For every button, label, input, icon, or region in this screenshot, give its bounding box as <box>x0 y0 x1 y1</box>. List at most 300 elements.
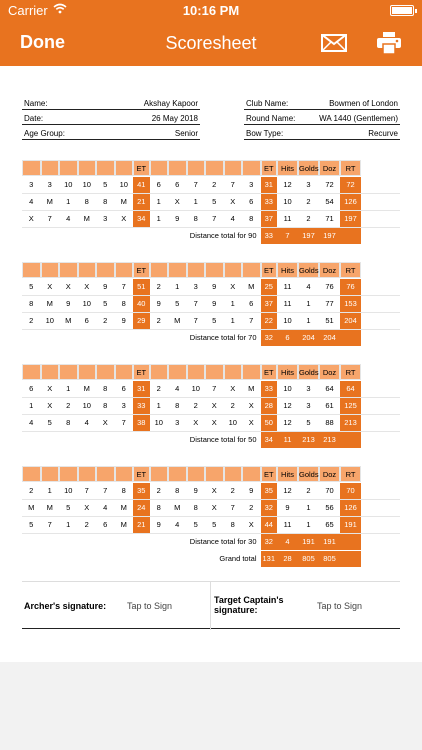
header-et: ET <box>261 364 278 380</box>
arrow-score-cell[interactable]: 7 <box>121 418 126 427</box>
arrow-score-cell[interactable]: 7 <box>103 486 108 495</box>
arrow-score-cell[interactable]: 1 <box>175 282 180 291</box>
header-rt: RT <box>340 262 361 278</box>
arrow-score-cell[interactable]: M <box>120 520 127 529</box>
distance-total-hits: 7 <box>277 228 298 244</box>
name-row <box>22 97 200 110</box>
end-total-cell: 29 <box>133 313 150 329</box>
arrow-score-cell[interactable]: 7 <box>47 214 52 223</box>
arrow-score-cell[interactable]: X <box>248 418 254 427</box>
header-cell <box>41 262 60 278</box>
arrow-score-cell[interactable]: X <box>65 282 71 291</box>
arrow-score-cell[interactable]: 10 <box>64 180 73 189</box>
arrow-score-cell[interactable]: 5 <box>175 299 180 308</box>
rt-cell: 197 <box>340 211 361 227</box>
header-cell <box>224 364 243 380</box>
header-cell <box>224 160 243 176</box>
rt-cell: 126 <box>340 500 361 516</box>
header-cell <box>242 466 261 482</box>
club-value: Bowmen of London <box>329 99 398 108</box>
arrow-score-cell[interactable]: 10 <box>82 401 91 410</box>
arrow-score-cell[interactable]: 7 <box>249 316 254 325</box>
distance-total-et: 33 <box>261 228 278 244</box>
nav-bar <box>0 20 422 66</box>
distance-total-label: Distance total for 50 <box>189 435 257 444</box>
arrow-score-cell[interactable]: 2 <box>84 520 89 529</box>
archer-sign-button[interactable]: Tap to Sign <box>127 601 173 611</box>
arrow-score-cell[interactable]: 5 <box>29 282 34 291</box>
hits-cell: 12 <box>283 401 292 410</box>
distance-total-et: 32 <box>261 330 278 346</box>
end-total-cell: 21 <box>133 194 150 210</box>
header-cell <box>242 160 261 176</box>
arrow-score-cell[interactable]: 5 <box>29 520 34 529</box>
arrow-score-cell[interactable]: M <box>46 503 53 512</box>
header-cell <box>41 466 60 482</box>
grand-total-et: 131 <box>261 551 278 567</box>
arrow-score-cell[interactable]: 2 <box>156 486 161 495</box>
end-total-cell: 35 <box>261 483 278 499</box>
end-total-cell: 28 <box>261 398 278 414</box>
carrier-label: Carrier <box>8 3 48 18</box>
doz-cell: 61 <box>325 401 334 410</box>
header-cell <box>78 160 97 176</box>
arrow-score-cell[interactable]: 3 <box>175 418 180 427</box>
arrow-score-cell[interactable]: 3 <box>29 180 34 189</box>
grand-total-label: Grand total <box>219 554 257 563</box>
header-cell <box>78 466 97 482</box>
arrow-score-cell[interactable]: 10 <box>82 180 91 189</box>
arrow-score-cell[interactable]: 7 <box>230 180 235 189</box>
arrow-score-cell[interactable]: 1 <box>66 520 71 529</box>
hits-cell: 11 <box>283 282 292 291</box>
arrow-score-cell[interactable]: 2 <box>103 316 108 325</box>
distance-total-doz: 191 <box>319 534 340 550</box>
arrow-score-cell[interactable]: 2 <box>249 503 254 512</box>
distance-total-hits: 6 <box>277 330 298 346</box>
arrow-score-cell[interactable]: 2 <box>66 401 71 410</box>
header-cell <box>187 160 206 176</box>
end-total-cell: 50 <box>261 415 278 431</box>
arrow-score-cell[interactable]: 7 <box>212 384 217 393</box>
doz-cell: 70 <box>325 486 334 495</box>
header-cell <box>115 466 134 482</box>
arrow-score-cell[interactable]: 7 <box>193 299 198 308</box>
doz-cell: 71 <box>325 214 334 223</box>
distance-total-doz: 204 <box>319 330 340 346</box>
doz-cell: 76 <box>325 282 334 291</box>
header-cell <box>115 364 134 380</box>
age-value: Senior <box>174 129 198 138</box>
arrow-score-cell[interactable]: 10 <box>45 316 54 325</box>
hits-cell: 12 <box>283 486 292 495</box>
distance-total-golds: 197 <box>298 228 319 244</box>
arrow-score-cell[interactable]: 5 <box>47 418 52 427</box>
mail-icon[interactable] <box>321 34 347 52</box>
arrow-score-cell[interactable]: 7 <box>84 486 89 495</box>
header-cell <box>22 466 41 482</box>
age-row <box>22 127 200 140</box>
distance-total-label: Distance total for 90 <box>189 231 257 240</box>
arrow-score-cell[interactable]: 8 <box>249 214 254 223</box>
round-label: Round Name: <box>246 114 296 123</box>
header-cell <box>41 364 60 380</box>
distance-total-et: 34 <box>261 432 278 448</box>
distance-total-rt <box>340 228 361 244</box>
arrow-score-cell[interactable]: 1 <box>156 401 161 410</box>
distance-total-doz: 197 <box>319 228 340 244</box>
arrow-score-cell[interactable]: 10 <box>119 180 128 189</box>
golds-cell: 3 <box>306 401 311 410</box>
end-total-cell: 35 <box>133 483 150 499</box>
arrow-score-cell[interactable]: 8 <box>156 503 161 512</box>
golds-cell: 3 <box>306 180 311 189</box>
rt-cell: 72 <box>340 177 361 193</box>
grand-total-rt <box>340 551 361 567</box>
signature-divider <box>210 582 211 630</box>
arrow-score-cell[interactable]: 1 <box>193 197 198 206</box>
header-cell <box>115 262 134 278</box>
arrow-score-cell[interactable]: 1 <box>156 197 161 206</box>
arrow-score-cell[interactable]: 7 <box>212 214 217 223</box>
round-value: WA 1440 (Gentlemen) <box>319 114 398 123</box>
page-title: Scoresheet <box>165 33 257 53</box>
header-cell <box>150 160 169 176</box>
battery-icon <box>390 5 414 16</box>
arrow-score-cell[interactable]: M <box>65 316 72 325</box>
arrow-score-cell[interactable]: X <box>248 401 254 410</box>
arrow-score-cell[interactable]: 9 <box>121 316 126 325</box>
arrow-score-cell[interactable]: X <box>47 384 53 393</box>
header-cell <box>205 160 224 176</box>
arrow-score-cell[interactable]: 2 <box>230 401 235 410</box>
arrow-score-cell[interactable]: X <box>230 384 236 393</box>
arrow-score-cell[interactable]: 9 <box>212 299 217 308</box>
header-cell <box>22 364 41 380</box>
header-cell <box>96 160 115 176</box>
arrow-score-cell[interactable]: 8 <box>121 486 126 495</box>
header-cell <box>224 262 243 278</box>
arrow-score-cell[interactable]: M <box>83 384 90 393</box>
header-cell <box>59 262 78 278</box>
arrow-score-cell[interactable]: 8 <box>103 401 108 410</box>
hits-cell: 10 <box>283 197 292 206</box>
arrow-score-cell[interactable]: 6 <box>249 197 254 206</box>
arrow-score-cell[interactable]: M <box>248 384 255 393</box>
header-cell <box>150 466 169 482</box>
header-cell <box>78 364 97 380</box>
header-rt: RT <box>340 160 361 176</box>
arrow-score-cell[interactable]: M <box>46 299 53 308</box>
header-cell <box>242 364 261 380</box>
header-et: ET <box>133 160 150 176</box>
header-hits: Hits <box>277 364 298 380</box>
doz-cell: 54 <box>325 197 334 206</box>
arrow-score-cell[interactable]: 7 <box>193 180 198 189</box>
done-button[interactable]: Done <box>20 32 65 52</box>
arrow-score-cell[interactable]: 3 <box>193 282 198 291</box>
bow-label: Bow Type: <box>246 129 284 138</box>
end-total-cell: 24 <box>133 500 150 516</box>
arrow-score-cell[interactable]: M <box>174 503 181 512</box>
arrow-score-cell[interactable]: 4 <box>230 214 235 223</box>
arrow-score-cell[interactable]: 3 <box>47 180 52 189</box>
arrow-score-cell[interactable]: X <box>84 282 90 291</box>
arrow-score-cell[interactable]: 7 <box>121 282 126 291</box>
arrow-score-cell[interactable]: 2 <box>156 384 161 393</box>
arrow-score-cell[interactable]: M <box>28 503 35 512</box>
header-cell <box>150 262 169 278</box>
arrow-score-cell[interactable]: 7 <box>230 503 235 512</box>
arrow-score-cell[interactable]: 4 <box>66 214 71 223</box>
doz-cell: 56 <box>325 503 334 512</box>
arrow-score-cell[interactable]: X <box>84 503 90 512</box>
arrow-score-cell[interactable]: 1 <box>230 316 235 325</box>
arrow-score-cell[interactable]: 5 <box>66 503 71 512</box>
arrow-score-cell[interactable]: 6 <box>84 316 89 325</box>
arrow-score-cell[interactable]: 1 <box>66 197 71 206</box>
captain-signature-label: Target Captain's signature: <box>214 595 284 615</box>
end-total-cell: 22 <box>261 313 278 329</box>
hits-cell: 11 <box>283 214 292 223</box>
arrow-score-cell[interactable]: 9 <box>193 486 198 495</box>
arrow-score-cell[interactable]: 3 <box>121 401 126 410</box>
end-total-cell: 40 <box>133 296 150 312</box>
end-total-cell: 34 <box>133 211 150 227</box>
distance-total-golds: 191 <box>298 534 319 550</box>
arrow-score-cell[interactable]: X <box>102 418 108 427</box>
arrow-score-cell[interactable]: X <box>211 401 217 410</box>
arrow-score-cell[interactable]: M <box>120 197 127 206</box>
end-total-cell: 38 <box>133 415 150 431</box>
header-golds: Golds <box>298 160 319 176</box>
arrow-score-cell[interactable]: 8 <box>193 503 198 512</box>
captain-sign-button[interactable]: Tap to Sign <box>317 601 363 611</box>
arrow-score-cell[interactable]: 5 <box>103 180 108 189</box>
arrow-score-cell[interactable]: 4 <box>103 503 108 512</box>
arrow-score-cell[interactable]: 8 <box>29 299 34 308</box>
header-et: ET <box>133 364 150 380</box>
arrow-score-cell[interactable]: 4 <box>29 197 34 206</box>
arrow-score-cell[interactable]: X <box>248 520 254 529</box>
arrow-score-cell[interactable]: 5 <box>103 299 108 308</box>
arrow-score-cell[interactable]: 6 <box>103 520 108 529</box>
grand-total-hits: 28 <box>277 551 298 567</box>
header-cell <box>96 262 115 278</box>
arrow-score-cell[interactable]: 5 <box>212 520 217 529</box>
end-total-cell: 33 <box>261 194 278 210</box>
arrow-score-cell[interactable]: 5 <box>193 520 198 529</box>
header-cell <box>187 364 206 380</box>
round-row <box>244 112 400 125</box>
arrow-score-cell[interactable]: 6 <box>29 384 34 393</box>
end-total-cell: 33 <box>133 398 150 414</box>
arrow-score-cell[interactable]: 8 <box>193 214 198 223</box>
arrow-score-cell[interactable]: X <box>121 214 127 223</box>
arrow-score-cell[interactable]: X <box>28 214 34 223</box>
name-label: Name: <box>24 99 48 108</box>
arrow-score-cell[interactable]: X <box>47 401 53 410</box>
header-doz: Doz <box>319 466 340 482</box>
age-label: Age Group: <box>24 129 65 138</box>
golds-cell: 2 <box>306 197 311 206</box>
hits-cell: 12 <box>283 418 292 427</box>
header-hits: Hits <box>277 262 298 278</box>
header-cell <box>78 262 97 278</box>
arrow-score-cell[interactable]: 9 <box>249 486 254 495</box>
rt-cell: 70 <box>340 483 361 499</box>
arrow-score-cell[interactable]: 9 <box>212 282 217 291</box>
arrow-score-cell[interactable]: 10 <box>228 418 237 427</box>
distance-total-label: Distance total for 30 <box>189 537 257 546</box>
rt-cell: 204 <box>340 313 361 329</box>
header-cell <box>168 364 187 380</box>
arrow-score-cell[interactable]: 9 <box>66 299 71 308</box>
golds-cell: 2 <box>306 214 311 223</box>
arrow-score-cell[interactable]: X <box>211 503 217 512</box>
end-total-cell: 37 <box>261 296 278 312</box>
golds-cell: 5 <box>306 418 311 427</box>
distance-total-rt <box>340 330 361 346</box>
arrow-score-cell[interactable]: X <box>230 282 236 291</box>
print-icon[interactable] <box>377 32 401 54</box>
arrow-score-cell[interactable]: 9 <box>175 214 180 223</box>
header-cell <box>168 262 187 278</box>
arrow-score-cell[interactable]: 3 <box>249 180 254 189</box>
golds-cell: 1 <box>306 299 311 308</box>
header-hits: Hits <box>277 160 298 176</box>
arrow-score-cell[interactable]: 1 <box>47 486 52 495</box>
doz-cell: 64 <box>325 384 334 393</box>
rt-cell: 213 <box>340 415 361 431</box>
arrow-score-cell[interactable]: 5 <box>212 316 217 325</box>
arrow-score-cell[interactable]: 2 <box>156 282 161 291</box>
arrow-score-cell[interactable]: 6 <box>121 384 126 393</box>
hits-cell: 9 <box>285 503 290 512</box>
arrow-score-cell[interactable]: 5 <box>212 197 217 206</box>
arrow-score-cell[interactable]: 9 <box>156 520 161 529</box>
rt-cell: 191 <box>340 517 361 533</box>
distance-total-hits: 4 <box>277 534 298 550</box>
arrow-score-cell[interactable]: M <box>120 503 127 512</box>
arrow-score-cell[interactable]: 8 <box>175 486 180 495</box>
arrow-score-cell[interactable]: X <box>230 197 236 206</box>
header-cell <box>205 262 224 278</box>
arrow-score-cell[interactable]: M <box>83 214 90 223</box>
arrow-score-cell[interactable]: 2 <box>193 401 198 410</box>
arrow-score-cell[interactable]: 8 <box>103 197 108 206</box>
arrow-score-cell[interactable]: M <box>248 282 255 291</box>
arrow-score-cell[interactable]: 10 <box>64 486 73 495</box>
rt-cell: 125 <box>340 398 361 414</box>
archer-signature-label: Archer's signature: <box>24 601 107 611</box>
arrow-score-cell[interactable]: 2 <box>212 180 217 189</box>
arrow-score-cell[interactable]: X <box>211 486 217 495</box>
arrow-score-cell[interactable]: 8 <box>230 520 235 529</box>
end-total-cell: 37 <box>261 211 278 227</box>
arrow-score-cell[interactable]: 8 <box>175 401 180 410</box>
arrow-score-cell[interactable]: 1 <box>66 384 71 393</box>
arrow-score-cell[interactable]: X <box>174 197 180 206</box>
end-total-cell: 21 <box>133 517 150 533</box>
arrow-score-cell[interactable]: 2 <box>29 316 34 325</box>
arrow-score-cell[interactable]: 4 <box>84 418 89 427</box>
doz-cell: 51 <box>325 316 334 325</box>
arrow-score-cell[interactable]: 2 <box>230 486 235 495</box>
arrow-score-cell[interactable]: X <box>211 418 217 427</box>
arrow-score-cell[interactable]: 8 <box>66 418 71 427</box>
arrow-score-cell[interactable]: 8 <box>121 299 126 308</box>
hits-cell: 10 <box>283 316 292 325</box>
arrow-score-cell[interactable]: 8 <box>84 197 89 206</box>
arrow-score-cell[interactable]: 9 <box>103 282 108 291</box>
hits-cell: 11 <box>283 299 292 308</box>
arrow-score-cell[interactable]: 2 <box>156 316 161 325</box>
arrow-score-cell[interactable]: 10 <box>82 299 91 308</box>
date-row <box>22 112 200 125</box>
header-et: ET <box>133 262 150 278</box>
distance-total-doz: 213 <box>319 432 340 448</box>
arrow-score-cell[interactable]: 1 <box>156 214 161 223</box>
arrow-score-cell[interactable]: 10 <box>191 384 200 393</box>
arrow-score-cell[interactable]: 6 <box>156 180 161 189</box>
header-et: ET <box>133 466 150 482</box>
arrow-score-cell[interactable]: M <box>174 316 181 325</box>
header-cell <box>205 364 224 380</box>
arrow-score-cell[interactable]: 10 <box>154 418 163 427</box>
arrow-score-cell[interactable]: X <box>193 418 199 427</box>
header-cell <box>115 160 134 176</box>
header-cell <box>59 364 78 380</box>
arrow-score-cell[interactable]: 9 <box>156 299 161 308</box>
golds-cell: 1 <box>306 520 311 529</box>
header-rt: RT <box>340 364 361 380</box>
header-doz: Doz <box>319 160 340 176</box>
status-bar <box>0 0 422 20</box>
arrow-score-cell[interactable]: 4 <box>175 384 180 393</box>
bow-row <box>244 127 400 140</box>
rt-cell: 64 <box>340 381 361 397</box>
golds-cell: 2 <box>306 486 311 495</box>
golds-cell: 1 <box>306 316 311 325</box>
arrow-score-cell[interactable]: X <box>47 282 53 291</box>
end-total-cell: 41 <box>133 177 150 193</box>
arrow-score-cell[interactable]: 1 <box>29 401 34 410</box>
arrow-score-cell[interactable]: 2 <box>29 486 34 495</box>
arrow-score-cell[interactable]: 3 <box>103 214 108 223</box>
arrow-score-cell[interactable]: 7 <box>47 520 52 529</box>
arrow-score-cell[interactable]: M <box>46 197 53 206</box>
arrow-score-cell[interactable]: 4 <box>29 418 34 427</box>
status-time: 10:16 PM <box>182 3 240 18</box>
golds-cell: 4 <box>306 282 311 291</box>
end-total-cell: 25 <box>261 279 278 295</box>
header-et: ET <box>261 262 278 278</box>
end-total-cell: 31 <box>133 381 150 397</box>
arrow-score-cell[interactable]: 6 <box>175 180 180 189</box>
arrow-score-cell[interactable]: 6 <box>249 299 254 308</box>
arrow-score-cell[interactable]: 4 <box>175 520 180 529</box>
distance-total-golds: 213 <box>298 432 319 448</box>
bow-value: Recurve <box>368 129 398 138</box>
doz-cell: 72 <box>325 180 334 189</box>
arrow-score-cell[interactable]: 8 <box>103 384 108 393</box>
header-cell <box>187 262 206 278</box>
header-cell <box>96 364 115 380</box>
end-total-cell: 32 <box>261 500 278 516</box>
arrow-score-cell[interactable]: 1 <box>230 299 235 308</box>
arrow-score-cell[interactable]: 7 <box>193 316 198 325</box>
